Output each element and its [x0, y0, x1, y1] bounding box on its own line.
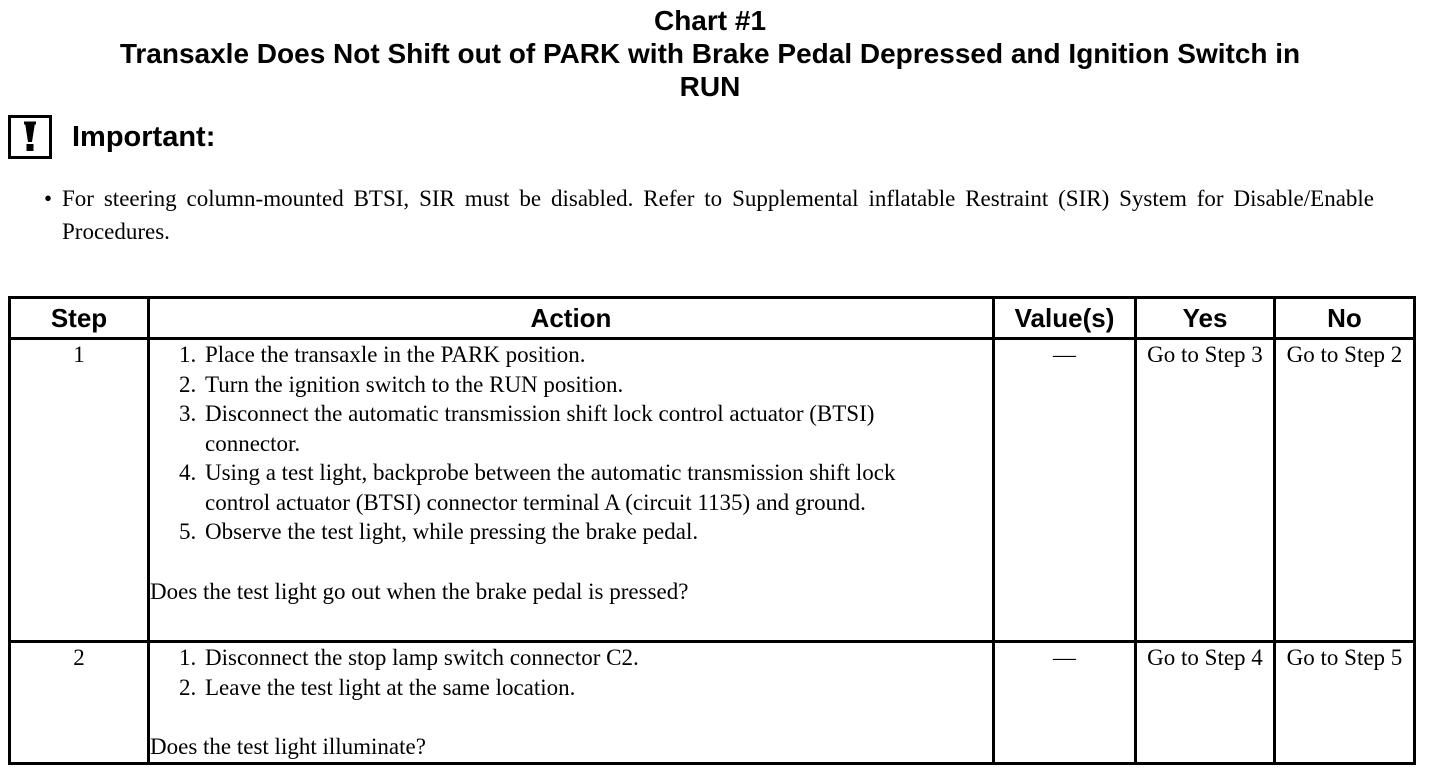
action-item: 1. Disconnect the stop lamp switch connector C2. — [202, 643, 942, 673]
important-label: Important: — [72, 120, 216, 153]
step-number: 1 — [10, 339, 149, 642]
table-row — [10, 642, 1415, 764]
action-item: 2. Leave the test light at the same location. — [202, 673, 942, 703]
note-bullet: • — [44, 186, 53, 211]
no-cell: Go to Step 2 — [1275, 339, 1415, 642]
action-cell — [149, 642, 994, 764]
chart-title-block — [0, 4, 1420, 103]
important-callout — [8, 113, 215, 161]
action-item: 4. Using a test light, backprobe between the automatic transmission shift lock control actuator (BTSI) connector terminal A (circuit 1135) and ground. — [202, 458, 942, 517]
chart-subtitle-line-1: Transaxle Does Not Shift out of PARK with Brake Pedal Depressed and Ignition Switch in — [119, 38, 1301, 69]
exclamation-warning-icon — [8, 115, 52, 159]
header-yes: Yes — [1136, 298, 1275, 339]
value-cell: — — [994, 642, 1136, 764]
action-cell — [149, 339, 994, 642]
table-header-row — [10, 298, 1415, 339]
step-number: 2 — [10, 642, 149, 764]
step-question: Does the test light illuminate? — [150, 734, 426, 759]
action-item: 2. Turn the ignition switch to the RUN position. — [202, 370, 942, 400]
action-item: 3. Disconnect the automatic transmission shift lock control actuator (BTSI) connector. — [202, 399, 942, 458]
header-action: Action — [149, 298, 994, 339]
header-step: Step — [10, 298, 149, 339]
important-note — [44, 182, 1374, 248]
action-item: 5. Observe the test light, while pressing the brake pedal. — [202, 517, 942, 547]
chart-title: Chart #1 — [653, 5, 767, 36]
value-cell: — — [994, 339, 1136, 642]
step-question: Does the test light go out when the brake pedal is pressed? — [150, 578, 689, 604]
table-row — [10, 339, 1415, 642]
diagnostic-table — [8, 296, 1416, 765]
header-no: No — [1275, 298, 1415, 339]
action-list — [150, 643, 942, 702]
yes-cell: Go to Step 4 — [1136, 642, 1275, 764]
header-values: Value(s) — [994, 298, 1136, 339]
action-list — [150, 340, 942, 547]
no-cell: Go to Step 5 — [1275, 642, 1415, 764]
note-text: For steering column-mounted BTSI, SIR must be disabled. Refer to Supplemental inflatable Restraint (SIR) System for Disable/Enable Procedures. — [62, 186, 1374, 244]
chart-subtitle-line-2: RUN — [679, 71, 741, 102]
action-item: 1. Place the transaxle in the PARK position. — [202, 340, 942, 370]
yes-cell: Go to Step 3 — [1136, 339, 1275, 642]
